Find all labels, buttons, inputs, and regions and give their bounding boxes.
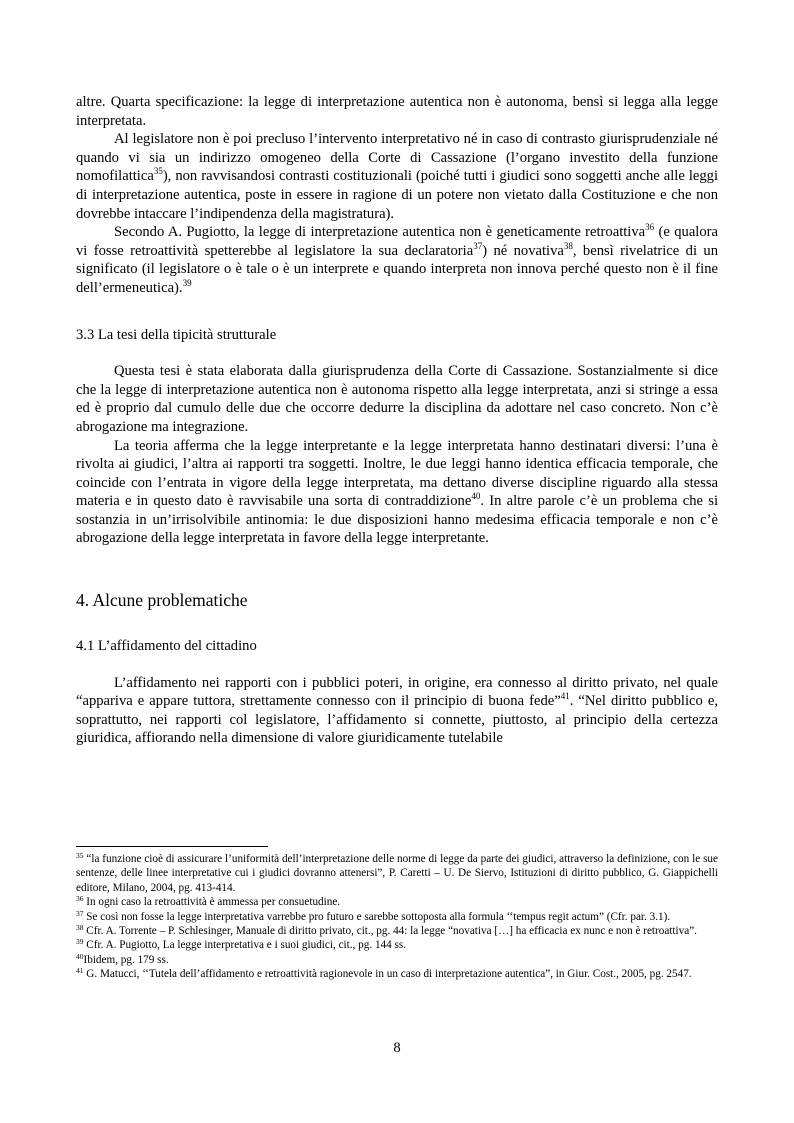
paragraph-pugiotto [76, 223, 718, 297]
footnotes [76, 852, 718, 982]
paragraph-affidamento [76, 674, 718, 748]
text-span: (e qualora vi fosse retroattività spetterebbe al legislatore la sua declaratoria [76, 224, 718, 259]
paragraph-continued: altre. Quarta specificazione: la legge di interpretazione autentica non è autonoma, bensì si legga alla legge interpretata. [76, 94, 718, 129]
footnote-37 [76, 910, 718, 924]
footnote-text: In ogni caso la retroattività è ammessa per consuetudine. [83, 896, 341, 909]
footnote-ref-35[interactable]: 35 [153, 166, 163, 177]
footnote-40 [76, 953, 718, 967]
text-span: ) né novativa [482, 242, 564, 259]
footnote-number: 40 [76, 951, 84, 961]
footnote-ref-36[interactable]: 36 [645, 222, 655, 233]
footnote-number: 39 [76, 937, 84, 947]
page-body [76, 93, 718, 748]
text-span: , bensì rivelatrice di un significato (il legislatore o è tale o è un interprete e quando interpreta non innova perché questo non è il fine dell’ermeneutica). [76, 242, 718, 296]
text-span: La teoria afferma che la legge interpretante e la legge interpretata hanno destinatari diversi: l’una è rivolta ai giudici, l’altra ai rapporti tra soggetti. Inoltre, le due leggi hanno identica efficacia temporale, che coincide con l’entrata in vigore della legge interpretata, ma dettano diverse discipline riguardo alla stessa materia e in questo dato è ravvisabile una sorta di contraddizione [76, 437, 718, 510]
text-span: . In altre parole c’è un problema che si sostanzia in un’irrisolvibile antinomia: le due disposizioni hanno medesima efficacia temporale e non c’è abrogazione della legge interpretata in favore della legge interpretante. [76, 493, 718, 547]
footnote-ref-41[interactable]: 41 [560, 691, 570, 702]
footnote-number: 36 [76, 894, 84, 904]
footnote-text: Cfr. A. Torrente – P. Schlesinger, Manuale di diritto privato, cit., pg. 44: la legge “novativa […] ha efficacia ex nunc e non è retroattiva”. [83, 925, 697, 938]
chapter-heading-4: 4. Alcune problematiche [76, 590, 248, 611]
page-number: 8 [393, 1040, 401, 1056]
footnote-number: 35 [76, 851, 84, 860]
paragraph-legislatore [76, 130, 718, 223]
footnote-separator [76, 846, 268, 847]
footnote-text: “la funzione cioè di assicurare l’uniformità dell’interpretazione delle norme di legge da parte dei giudici, attraverso la definizione, con le sue sentenze, delle linee interpretative cui i giudici dovranno attenersi”, P. Caretti – U. De Siervo, Istituzioni di diritto pubblico, G. Giappichelli editore, Milano, 2004, pg. 413-414. [76, 853, 718, 894]
footnote-41 [76, 967, 718, 981]
paragraph-teoria [76, 437, 718, 549]
footnote-ref-39[interactable]: 39 [182, 277, 192, 288]
text-span: . “Nel diritto pubblico e, soprattutto, nei rapporti col legislatore, l’affidamento si connette, piuttosto, al principio della certezza giuridica, affiorando nella dimensione di valore giuridicamente tutelabile [76, 693, 718, 747]
footnote-36 [76, 895, 718, 909]
text-span: Secondo A. Pugiotto, la legge di interpretazione autentica non è geneticamente retroattiva [114, 224, 646, 241]
text-span: L’affidamento nei rapporti con i pubblici poteri, in origine, era connesso al diritto privato, nel quale “appariva e appare tuttora, strettamente connesso con il principio di buona fede” [76, 674, 718, 710]
footnote-number: 38 [76, 923, 84, 933]
section-heading-3-3: 3.3 La tesi della tipicità strutturale [76, 326, 277, 343]
footnote-text: Cfr. A. Pugiotto, La legge interpretativa e i suoi giudici, cit., pg. 144 ss. [83, 939, 407, 952]
footnote-ref-40[interactable]: 40 [471, 491, 481, 502]
footnote-text: Ibidem, pg. 179 ss. [83, 953, 169, 966]
footnote-number: 41 [76, 966, 84, 976]
footnote-38 [76, 924, 718, 938]
footnote-39 [76, 938, 718, 952]
text-span: ), non ravvisandosi contrasti costituzionali (poiché tutti i giudici sono soggetti anche alle leggi di interpretazione autentica, poste in essere in ragione di un potere non vietato dalla Costituzione e che non dovrebbe intaccare l’indipendenza della magistratura). [76, 168, 718, 222]
footnote-number: 37 [76, 908, 84, 918]
footnote-text: G. Matucci, ‘‘Tutela dell’affidamento e retroattività ragionevole in un caso di interpretazione autentica”, in Giur. Cost., 2005, pg. 2547. [83, 968, 692, 981]
text-span: Al legislatore non è poi precluso l’intervento interpretativo né in caso di contrasto giurisprudenziale né quando vi sia un indirizzo omogeneo della Corte di Cassazione (l’organo investito della funzione nomofilattica [76, 131, 718, 185]
paragraph-tipicita: Questa tesi è stata elaborata dalla giurisprudenza della Corte di Cassazione. Sostanzialmente si dice che la legge di interpretazione autentica non è autonoma rispetto alla legge interpretata, anzi si stringe a essa ed è proprio dal cumulo delle due che occorre dedurre la disciplina da adottare nel caso concreto. Non c’è abrogazione ma integrazione. [76, 363, 718, 435]
footnote-35 [76, 852, 718, 895]
footnote-ref-38[interactable]: 38 [563, 240, 573, 251]
footnote-text: Se così non fosse la legge interpretativa varrebbe pro futuro e sarebbe sottoposta alla formula ‘‘tempus regit actum” (Cfr. par. 3.1). [83, 910, 671, 923]
section-heading-4-1: 4.1 L’affidamento del cittadino [76, 638, 257, 655]
footnote-ref-37[interactable]: 37 [473, 240, 483, 251]
